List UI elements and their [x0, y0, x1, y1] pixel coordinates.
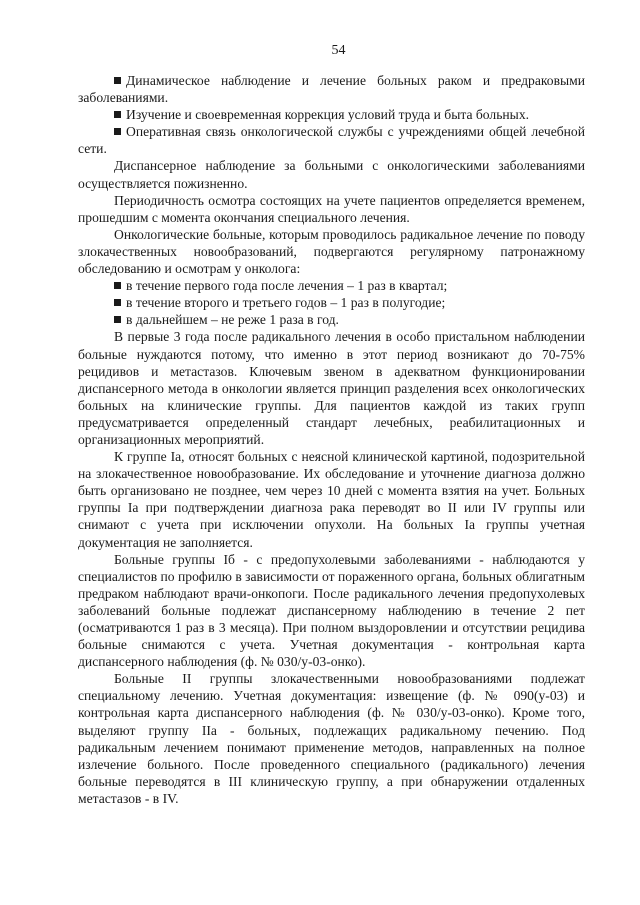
square-bullet-icon [114, 316, 121, 323]
bullet-item: Оперативная связь онкологической службы с учреждениями общей лечебной сети. [78, 124, 585, 157]
square-bullet-icon [114, 77, 121, 84]
paragraph-group-2: Больные II группы злокачественными новообразованиями подлежат специальному лечению. Учетная документация: извещение (ф. № 090(у-03) и контрольная карта диспансерного наблюдения (ф. № 030/у-03-онко). Кроме того, выделяют группу IIа - больных, подлежащих радикальному печению. Под радикальным лечением понимают применение методов, направленных на полное излечение больного. После проведенного специального (радикального) лечения больные переводятся в III клиническую группу, а при обнаружении отдаленных метастазов - в IV. [78, 671, 585, 806]
schedule-item: в дальнейшем – не реже 1 раза в год. [78, 311, 585, 328]
square-bullet-icon [114, 299, 121, 306]
square-bullet-icon [114, 128, 121, 135]
paragraph-lifelong-observation: Диспансерное наблюдение за больными с онкологическими заболеваниями осуществляется пожизненно. [78, 158, 585, 191]
square-bullet-icon [114, 111, 121, 118]
paragraph-periodicity: Периодичность осмотра состоящих на учете пациентов определяется временем, прошедшим с момента окончания специального лечения. [78, 192, 585, 225]
bullet-item: Динамическое наблюдение и лечение больных раком и предраковыми заболеваниями. [78, 73, 585, 106]
schedule-item: в течение второго и третьего годов – 1 раз в полугодие; [78, 294, 585, 311]
document-body [78, 72, 585, 807]
paragraph-radical-treatment: Онкологические больные, которым проводилось радикальное лечение по поводу злокачественных новообразований, подвергаются регулярному патронажному обследованию и осмотрам у онколога: [78, 226, 585, 277]
paragraph-group-1a: К группе Iа, относят больных с неясной клинической картиной, подозрительной на злокачественное новообразование. Их обследование и уточнение диагноза должно быть организовано не позднее, чем через 10 дней с момента взятия на учет. Больных группы Iа при подтверждении диагноза рака переводят во II или IV группы или снимают с учета при исключении опухоли. На больных Iа группы учетная документация не заполняется. [78, 449, 585, 550]
schedule-item: в течение первого года после лечения – 1 раз в квартал; [78, 277, 585, 294]
paragraph-group-1b: Больные группы Iб - с предопухолевыми заболеваниями - наблюдаются у специалистов по профилю в зависимости от пораженного органа, больных облигатным предраком наблюдают врачи-онкопоги. После радикального лечения предопухолевых заболеваний больные подлежат диспансерному наблюдению в течение 2 пет (осматриваются 1 раз в 3 месяца). При полном выздоровлении и отсутствии рецидива больные снимаются с учета. Учетная документация - контрольная карта диспансерного наблюдения (ф. № 030/у-03-онко). [78, 551, 585, 670]
bullet-item: Изучение и своевременная коррекция условий труда и быта больных. [78, 106, 585, 123]
square-bullet-icon [114, 282, 121, 289]
page-number: 54 [331, 43, 346, 58]
paragraph-first-years: В первые 3 года после радикального лечения в особо пристальном наблюдении больные нуждаются потому, что именно в этот период возникают до 70-75% рецидивов и метастазов. Ключевым звеном в адекватном функционировании диспансерного метода в онкологии является принцип разделения всех онкологических больных на клинические группы. Для пациентов каждой из таких групп предусматривается определенный стандарт лечебных, реабилитационных и организационных мероприятий. [78, 329, 585, 447]
